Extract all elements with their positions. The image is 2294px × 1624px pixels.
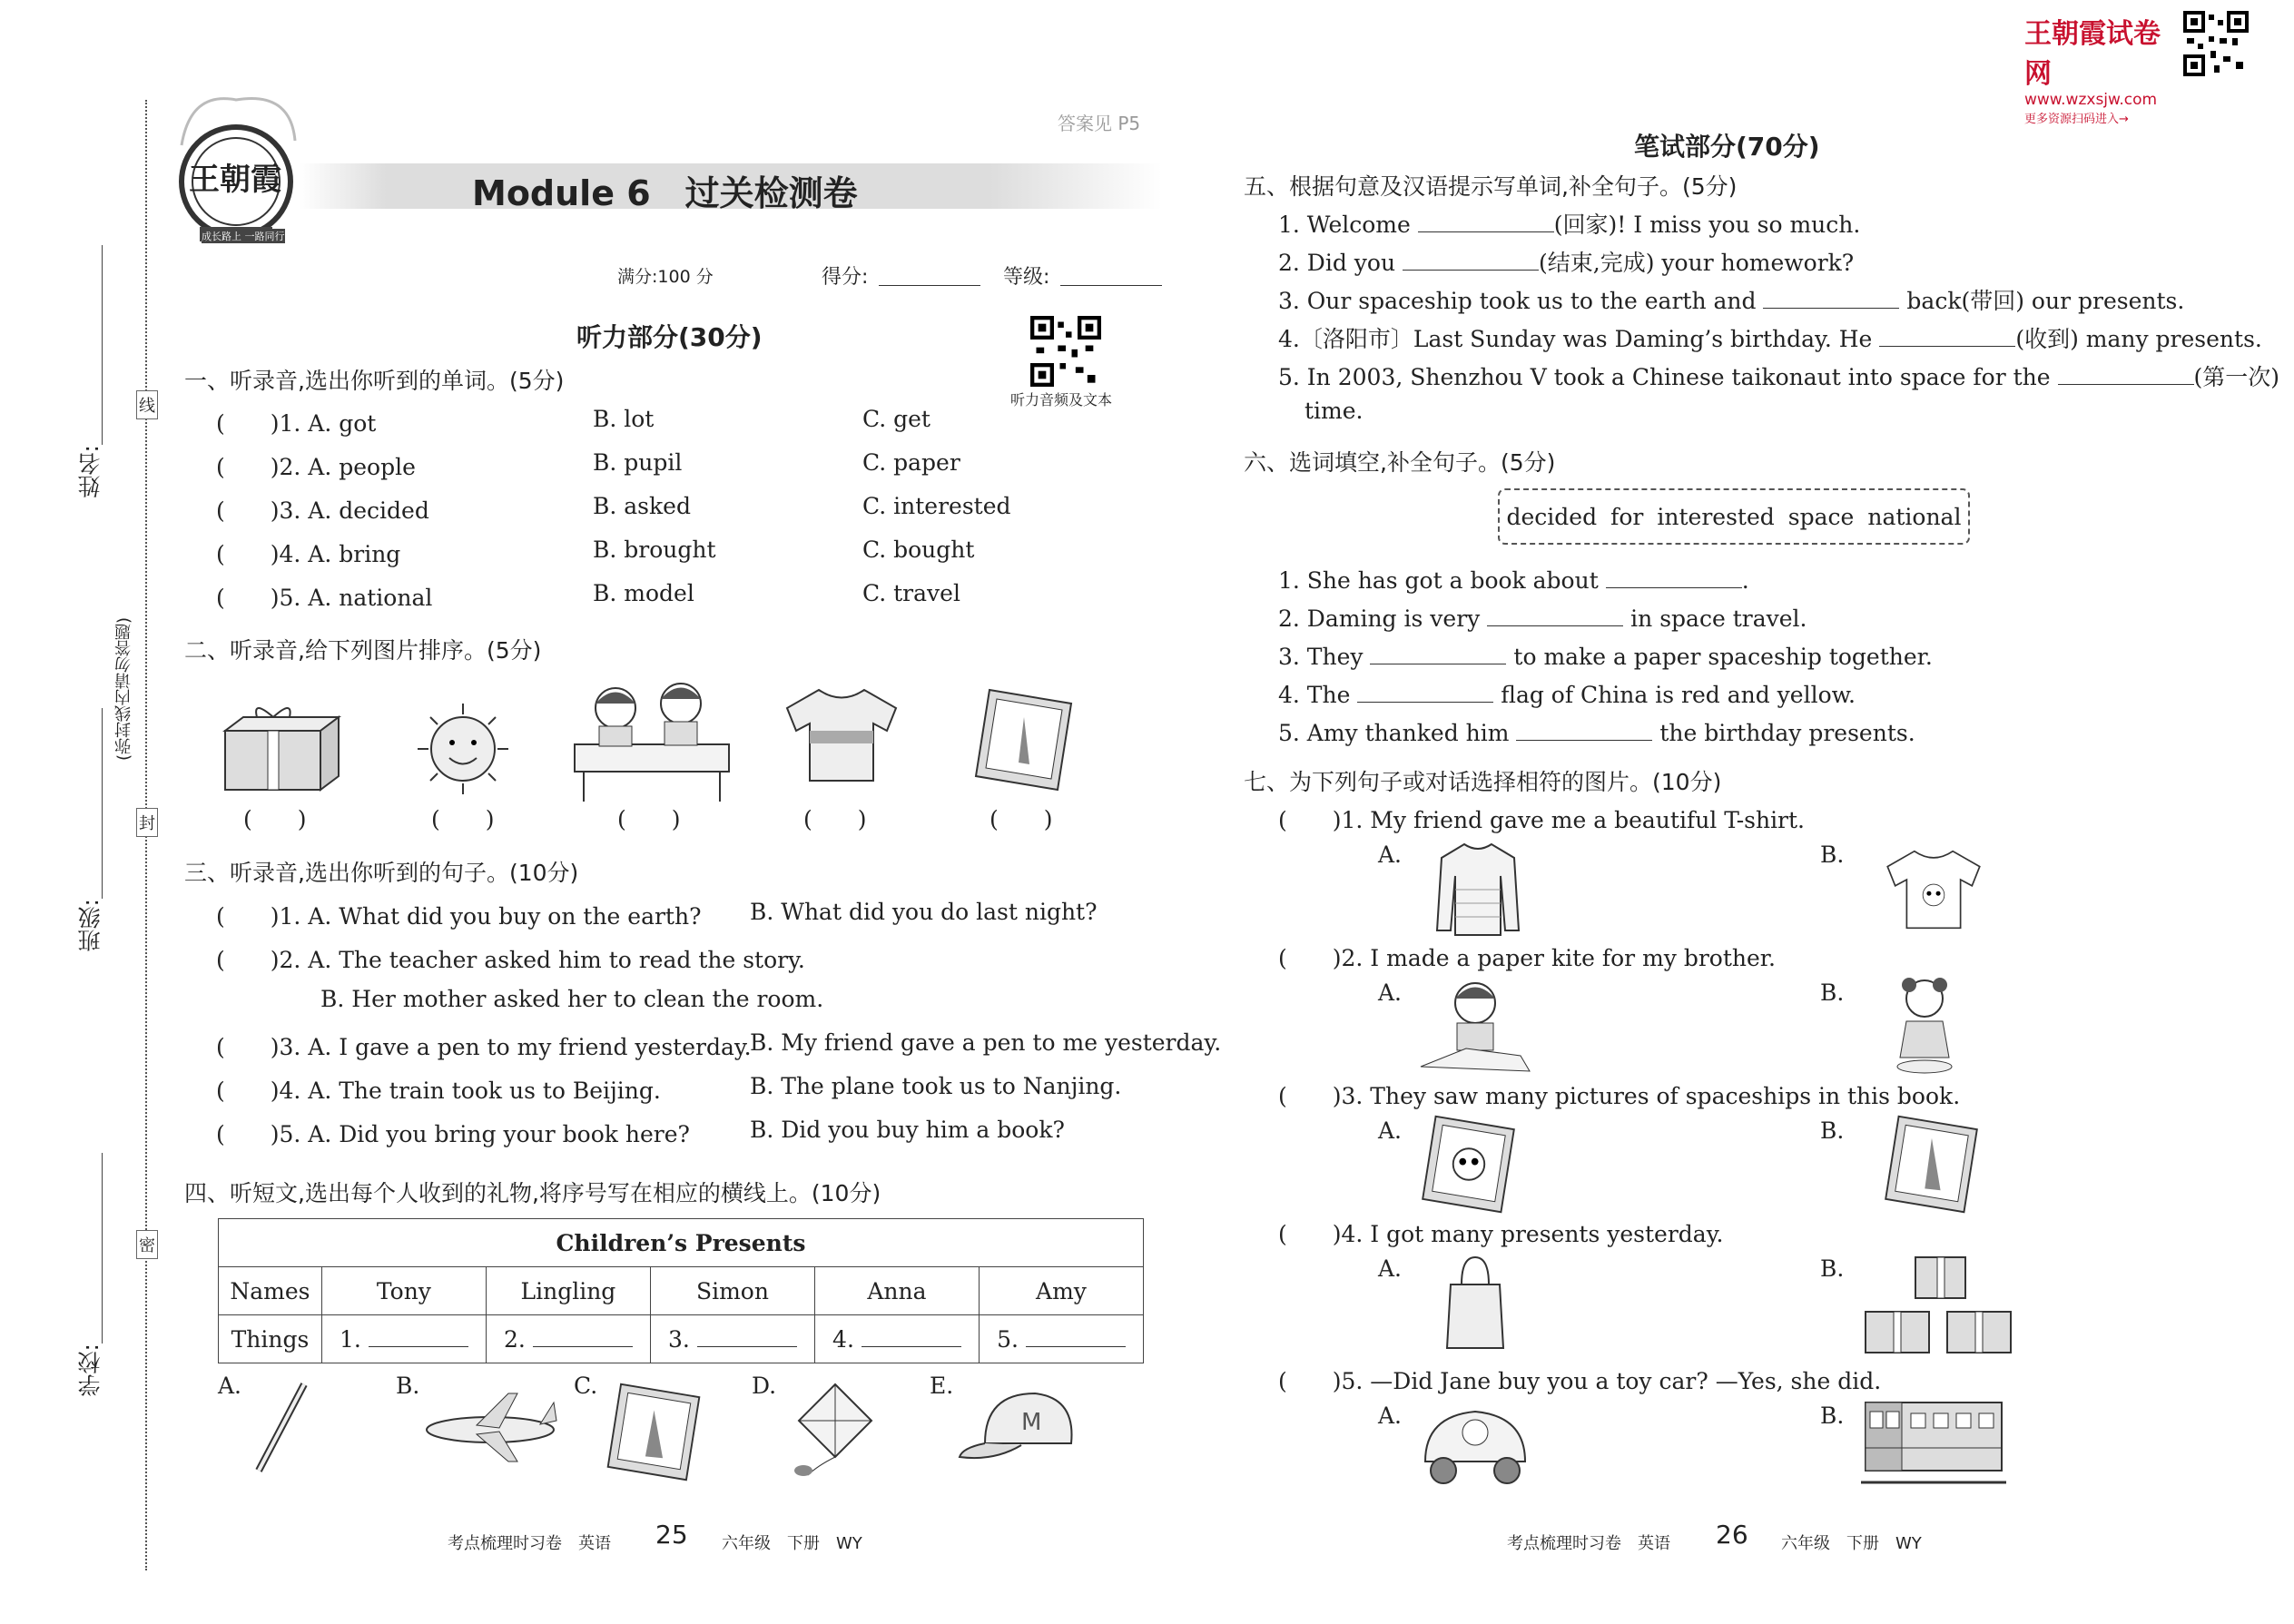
- gift-boxes-picture: [1861, 1248, 2015, 1357]
- name-tony: Tony: [321, 1267, 486, 1315]
- s5-4-hint: (收到) many presents.: [2015, 326, 2262, 352]
- s2-paren-5[interactable]: ( ): [989, 806, 1053, 832]
- spaceship-book-picture: [1879, 1112, 1984, 1216]
- s5-1-pre: 1. Welcome: [1278, 212, 1411, 238]
- footer-left-grade: 六年级 下册 WY: [722, 1534, 862, 1553]
- page-title: Module 6 过关检测卷: [472, 173, 858, 213]
- footer-right-grade: 六年级 下册 WY: [1781, 1534, 1922, 1553]
- side-mark-line: 线: [136, 390, 158, 419]
- pen-picture: [245, 1380, 318, 1480]
- side-school-line: [102, 1153, 103, 1343]
- s7-q4[interactable]: ( )4. I got many presents yesterday.: [1278, 1221, 1724, 1247]
- s5-4-pre: 4.〔洛阳市〕Last Sunday was Daming’s birthday. He: [1278, 326, 1873, 352]
- s5-title: 五、根据句意及汉语提示写单词,补全句子。(5分): [1244, 173, 1738, 200]
- book-picture: [971, 685, 1076, 794]
- s6-title: 六、选词填空,补全句子。(5分): [1244, 449, 1556, 476]
- gift-box-picture: [221, 704, 343, 794]
- list-item: [216, 580, 960, 624]
- grade-input[interactable]: [1060, 265, 1162, 286]
- s1-q5-b[interactable]: B. model: [593, 580, 694, 606]
- s6-item-1: [1278, 567, 1749, 594]
- s1-q2[interactable]: ( )2. A. people: [216, 454, 416, 480]
- train-picture: [1861, 1393, 2006, 1489]
- s1-list: [216, 406, 1011, 624]
- s6-2-post: in space travel.: [1630, 605, 1807, 632]
- s4-opt-a: A.: [218, 1373, 242, 1399]
- side-mark-dense: 密: [136, 1230, 158, 1259]
- s5-item-5: [1278, 359, 2279, 392]
- footer-left-text: 考点梳理时习卷 英语: [448, 1534, 611, 1553]
- s1-q4-c[interactable]: C. bought: [862, 536, 975, 563]
- s6-5-post: the birthday presents.: [1659, 720, 1915, 746]
- side-seal-note: (弥封线内请勿答题): [114, 617, 133, 762]
- s1-q5-c[interactable]: C. travel: [862, 580, 960, 606]
- s6-item-4: [1278, 682, 1856, 708]
- slot-input[interactable]: [369, 1326, 468, 1347]
- side-class-line: [102, 708, 103, 899]
- s5-5-input[interactable]: [2058, 364, 2194, 385]
- name-amy: Amy: [979, 1267, 1143, 1315]
- brand-url[interactable]: www.wzxsjw.com: [2024, 91, 2158, 109]
- list-item: [216, 493, 1011, 536]
- grade-label: 等级:: [1003, 266, 1050, 289]
- s6-4-post: flag of China is red and yellow.: [1501, 682, 1856, 708]
- s6-3-input[interactable]: [1370, 644, 1506, 664]
- s7-q1[interactable]: ( )1. My friend gave me a beautiful T-shirt.: [1278, 807, 1806, 833]
- s1-q4[interactable]: ( )4. A. bring: [216, 541, 401, 567]
- logo-slogan: 成长路上 一路同行: [202, 231, 285, 242]
- slot-1[interactable]: [321, 1315, 486, 1363]
- s6-item-3: [1278, 644, 1933, 670]
- brand-name: 王朝霞试卷网: [2024, 18, 2161, 90]
- writing-header: 笔试部分(70分): [1634, 132, 1820, 162]
- s4-opt-b: B.: [396, 1373, 420, 1399]
- s1-q1-b[interactable]: B. lot: [593, 406, 655, 432]
- side-name-label: 姓名:: [77, 445, 103, 498]
- brand-tagline: 更多资源扫码进入→: [2024, 113, 2129, 126]
- boy-making-kite-picture: [1412, 976, 1539, 1076]
- s6-1-pre: 1. She has got a book about: [1278, 567, 1599, 594]
- s5-3-pre: 3. Our spaceship took us to the earth and: [1278, 288, 1757, 314]
- footer-right-text: 考点梳理时习卷 英语: [1507, 1534, 1670, 1553]
- slot-label: 1.: [340, 1325, 361, 1353]
- t-shirt-picture: [783, 685, 901, 785]
- list-item: [216, 536, 975, 580]
- answer-ref: 答案见 P5: [1058, 113, 1141, 134]
- s5-item-1: [1278, 207, 1860, 240]
- s3-q5-b[interactable]: B. Did you buy him a book?: [750, 1117, 1065, 1143]
- word-bank-item: for: [1610, 503, 1644, 530]
- s7-q5-a: A.: [1378, 1403, 1403, 1429]
- s6-2-input[interactable]: [1487, 605, 1623, 626]
- s5-item-4: [1278, 321, 2262, 354]
- s1-q3-c[interactable]: C. interested: [862, 493, 1011, 519]
- s6-item-5: [1278, 720, 1915, 746]
- slot-label: 2.: [504, 1325, 526, 1353]
- s3-q4-b[interactable]: B. The plane took us to Nanjing.: [750, 1073, 1122, 1099]
- sweater-picture: [1433, 840, 1523, 940]
- side-mark-seal: 封: [136, 808, 158, 837]
- table-row: [219, 1315, 1144, 1363]
- word-bank-item: national: [1867, 503, 1962, 530]
- panda-book-picture: [1416, 1112, 1521, 1216]
- s4-title: 四、听短文,选出每个人收到的礼物,将序号写在相应的横线上。(10分): [184, 1180, 881, 1206]
- name-anna: Anna: [814, 1267, 979, 1315]
- s6-3-post: to make a paper spaceship together.: [1513, 644, 1933, 670]
- names-label: Names: [219, 1267, 322, 1315]
- slot-5[interactable]: [979, 1315, 1143, 1363]
- s5-2-input[interactable]: [1403, 250, 1539, 271]
- word-bank-item: interested: [1657, 503, 1775, 530]
- s7-q3[interactable]: ( )3. They saw many pictures of spaceships in this book.: [1278, 1083, 1961, 1109]
- s7-q4-a: A.: [1378, 1255, 1403, 1282]
- word-bank: [1498, 488, 1970, 545]
- s5-3-hint: back(带回) our presents.: [1906, 288, 2185, 314]
- presents-table: [218, 1218, 1144, 1363]
- s7-q4-b: B.: [1820, 1255, 1845, 1282]
- s5-5-hint: (第一次): [2193, 364, 2280, 390]
- sun-picture: [409, 699, 517, 799]
- s5-2-pre: 2. Did you: [1278, 250, 1396, 276]
- s5-4-input[interactable]: [1879, 326, 2015, 347]
- s3-title: 三、听录音,选出你听到的句子。(10分): [184, 860, 579, 886]
- s6-5-input[interactable]: [1516, 720, 1652, 741]
- s1-q3[interactable]: ( )3. A. decided: [216, 497, 429, 524]
- s1-q2-b[interactable]: B. pupil: [593, 449, 683, 476]
- toy-car-picture: [1416, 1398, 1534, 1489]
- gift-bag-picture: [1443, 1253, 1507, 1353]
- logo-text: 王朝霞: [189, 162, 281, 198]
- slot-2[interactable]: [486, 1315, 650, 1363]
- plane-picture: [422, 1384, 558, 1466]
- name-lingling: Lingling: [486, 1267, 650, 1315]
- s7-q5-b: B.: [1820, 1403, 1845, 1429]
- brand-block: [2024, 11, 2179, 126]
- score-label: 得分:: [822, 266, 869, 289]
- s5-1-hint: (回家)! I miss you so much.: [1553, 212, 1861, 238]
- side-school-label: 学校:: [77, 1343, 103, 1397]
- book-tower-picture: [599, 1380, 708, 1484]
- s7-q2-a: A.: [1378, 979, 1403, 1006]
- s5-3-input[interactable]: [1763, 288, 1899, 309]
- side-name-line: [102, 245, 103, 445]
- s1-title: 一、听录音,选出你听到的单词。(5分): [184, 368, 565, 394]
- s5-5-pre: 5. In 2003, Shenzhou V took a Chinese taikonaut into space for the: [1278, 364, 2051, 390]
- brand-qr-icon[interactable]: [2183, 11, 2249, 76]
- s3-q1-b[interactable]: B. What did you do last night?: [750, 899, 1098, 925]
- s7-q1-a: A.: [1378, 842, 1403, 868]
- s6-4-pre: 4. The: [1278, 682, 1351, 708]
- s7-q2-b: B.: [1820, 979, 1845, 1006]
- list-item: [216, 449, 960, 493]
- footer-right-page: 26: [1716, 1520, 1748, 1550]
- s3-q2-a[interactable]: ( )2. A. The teacher asked him to read the story.: [216, 947, 805, 973]
- s4-opt-c: C.: [574, 1373, 598, 1399]
- s6-3-pre: 3. They: [1278, 644, 1364, 670]
- word-bank-item: decided: [1506, 503, 1598, 530]
- s7-q5[interactable]: ( )5. —Did Jane buy you a toy car? —Yes, she did.: [1278, 1368, 1882, 1394]
- s6-2-pre: 2. Daming is very: [1278, 605, 1481, 632]
- s2-paren-2[interactable]: ( ): [431, 806, 495, 832]
- s7-q1-b: B.: [1820, 842, 1845, 868]
- slot-input[interactable]: [697, 1326, 797, 1347]
- listening-qr-icon[interactable]: [1030, 316, 1101, 387]
- s5-item-3: [1278, 283, 2184, 316]
- svg-text:M: M: [1021, 1409, 1042, 1436]
- two-boys-picture: [570, 676, 733, 803]
- s1-q1[interactable]: ( )1. A. got: [216, 410, 377, 437]
- slot-label: 4.: [832, 1325, 854, 1353]
- slot-4[interactable]: [814, 1315, 979, 1363]
- s3-q2-b[interactable]: B. Her mother asked her to clean the room.: [320, 986, 824, 1012]
- s1-q2-c[interactable]: C. paper: [862, 449, 960, 476]
- kite-picture: [781, 1380, 881, 1480]
- slot-label: 5.: [997, 1325, 1019, 1353]
- s2-paren-3[interactable]: ( ): [617, 806, 681, 832]
- girl-picture: [1884, 971, 1965, 1076]
- s7-title: 七、为下列句子或对话选择相符的图片。(10分): [1244, 769, 1722, 795]
- slot-label: 3.: [668, 1325, 690, 1353]
- s7-q3-b: B.: [1820, 1117, 1845, 1144]
- s4-opt-d: D.: [752, 1373, 777, 1399]
- slot-3[interactable]: [650, 1315, 814, 1363]
- side-class-label: 班级:: [77, 899, 103, 952]
- cap-picture: [958, 1389, 1085, 1471]
- s6-5-pre: 5. Amy thanked him: [1278, 720, 1510, 746]
- footer-left-page: 25: [655, 1520, 688, 1550]
- s7-q3-a: A.: [1378, 1117, 1403, 1144]
- s3-q1-a[interactable]: ( )1. A. What did you buy on the earth?: [216, 903, 702, 930]
- s3-q5-a[interactable]: ( )5. A. Did you bring your book here?: [216, 1121, 690, 1147]
- s5-item-5-cont: time.: [1305, 398, 1364, 424]
- s6-item-2: [1278, 605, 1807, 632]
- s4-opt-e: E.: [930, 1373, 954, 1399]
- listening-header: 听力部分(30分): [576, 322, 763, 352]
- word-bank-item: space: [1787, 503, 1855, 530]
- table-row: [219, 1267, 1144, 1315]
- full-score: 满分:100 分: [617, 267, 714, 287]
- s6-1-input[interactable]: [1606, 567, 1742, 588]
- s3-q3-a[interactable]: ( )3. A. I gave a pen to my friend yesterday.: [216, 1034, 752, 1060]
- s1-q1-c[interactable]: C. get: [862, 406, 930, 432]
- s7-q2[interactable]: ( )2. I made a paper kite for my brother.: [1278, 945, 1776, 971]
- s5-item-2: [1278, 245, 1854, 278]
- s6-4-input[interactable]: [1357, 682, 1493, 703]
- list-item: [216, 406, 930, 449]
- s2-paren-1[interactable]: ( ): [243, 806, 307, 832]
- presents-table-title: Children’s Presents: [219, 1219, 1144, 1267]
- s5-1-input[interactable]: [1418, 212, 1554, 232]
- score-input[interactable]: [879, 265, 980, 286]
- s6-1-post: .: [1741, 567, 1749, 594]
- tshirt-panda-picture: [1884, 840, 1984, 940]
- s1-q4-b[interactable]: B. brought: [593, 536, 716, 563]
- slot-input[interactable]: [861, 1326, 961, 1347]
- s3-q3-b[interactable]: B. My friend gave a pen to me yesterday.: [750, 1029, 1222, 1056]
- slot-input[interactable]: [533, 1326, 633, 1347]
- things-label: Things: [219, 1315, 322, 1363]
- s2-title: 二、听录音,给下列图片排序。(5分): [184, 637, 542, 664]
- name-simon: Simon: [650, 1267, 814, 1315]
- slot-input[interactable]: [1026, 1326, 1126, 1347]
- s3-q4-a[interactable]: ( )4. A. The train took us to Beijing.: [216, 1078, 661, 1104]
- s2-paren-4[interactable]: ( ): [803, 806, 867, 832]
- s1-q3-b[interactable]: B. asked: [593, 493, 691, 519]
- s1-q5[interactable]: ( )5. A. national: [216, 585, 433, 611]
- s5-2-hint: (结束,完成) your homework?: [1539, 250, 1855, 276]
- listening-qr-caption: 听力音频及文本: [1010, 391, 1113, 408]
